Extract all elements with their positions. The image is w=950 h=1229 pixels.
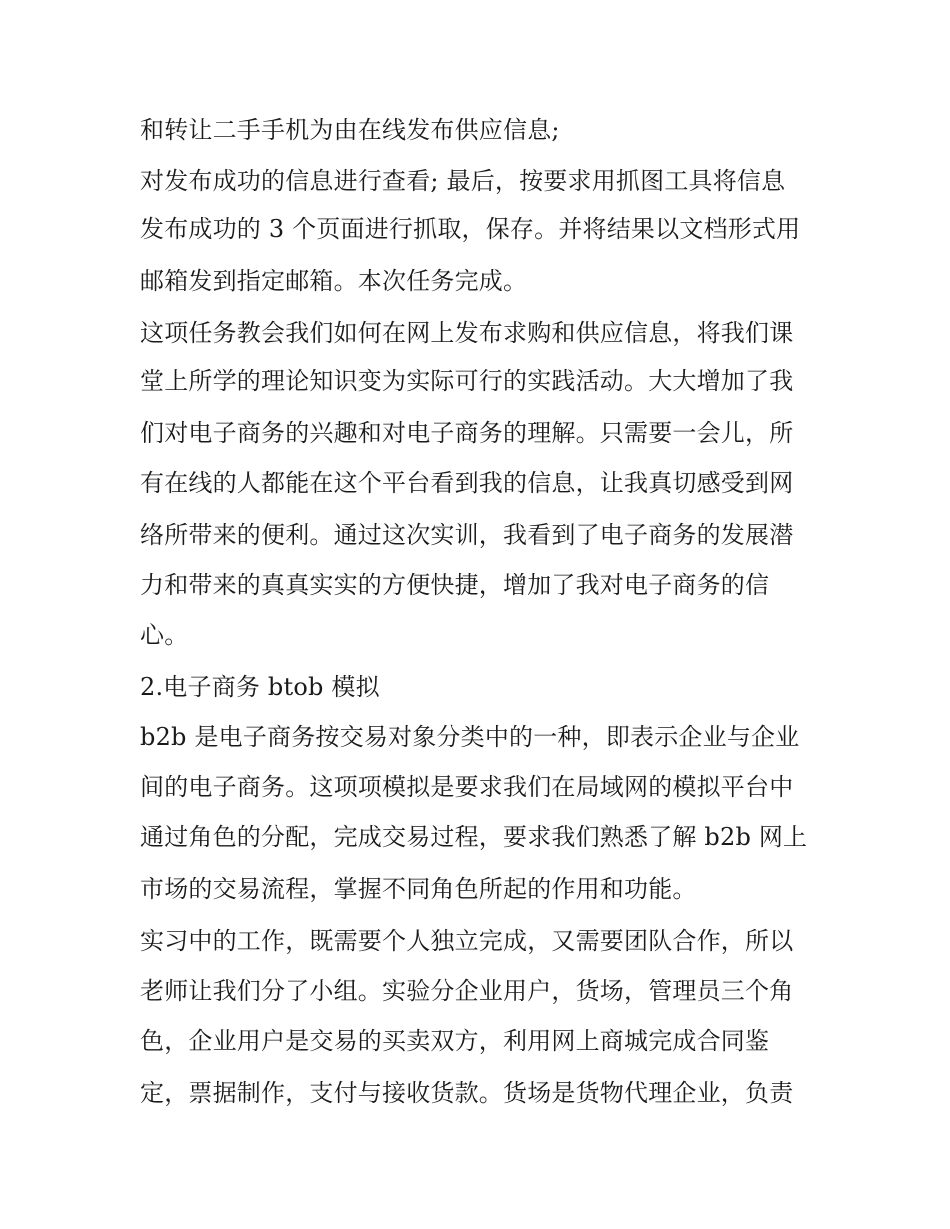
text-line: b2b 是电子商务按交易对象分类中的一种，即表示企业与企业 bbox=[140, 723, 800, 751]
text-line: 发布成功的 3 个页面进行抓取，保存。并将结果以文档形式用 bbox=[140, 215, 801, 243]
section-heading: 2.电子商务 btob 模拟 bbox=[140, 673, 380, 701]
text-line: 实习中的工作，既需要个人独立完成，又需要团队合作，所以 bbox=[140, 927, 794, 955]
text-line: 们对电子商务的兴趣和对电子商务的理解。只需要一会儿，所 bbox=[140, 419, 794, 447]
text-line: 邮箱发到指定邮箱。本次任务完成。 bbox=[140, 267, 528, 295]
text-line: 络所带来的便利。通过这次实训，我看到了电子商务的发展潜 bbox=[140, 521, 794, 549]
text-line: 和转让二手手机为由在线发布供应信息; bbox=[140, 116, 560, 144]
text-line: 间的电子商务。这项项模拟是要求我们在局域网的模拟平台中 bbox=[140, 773, 794, 801]
text-line: 有在线的人都能在这个平台看到我的信息，让我真切感受到网 bbox=[140, 469, 794, 497]
text-line: 老师让我们分了小组。实验分企业用户，货场，管理员三个角 bbox=[140, 977, 794, 1005]
text-line: 堂上所学的理论知识变为实际可行的实践活动。大大增加了我 bbox=[140, 367, 794, 395]
text-line: 这项任务教会我们如何在网上发布求购和供应信息，将我们课 bbox=[140, 319, 794, 347]
text-line: 对发布成功的信息进行查看; 最后，按要求用抓图工具将信息 bbox=[140, 167, 786, 195]
text-line: 市场的交易流程，掌握不同角色所起的作用和功能。 bbox=[140, 875, 697, 903]
text-line: 力和带来的真真实实的方便快捷，增加了我对电子商务的信 bbox=[140, 571, 770, 599]
text-line: 色，企业用户是交易的买卖双方，利用网上商城完成合同鉴 bbox=[140, 1027, 770, 1055]
text-line: 定，票据制作，支付与接收货款。货场是货物代理企业，负责 bbox=[140, 1079, 794, 1107]
text-line: 心。 bbox=[140, 621, 189, 649]
text-line: 通过角色的分配，完成交易过程，要求我们熟悉了解 b2b 网上 bbox=[140, 823, 808, 851]
